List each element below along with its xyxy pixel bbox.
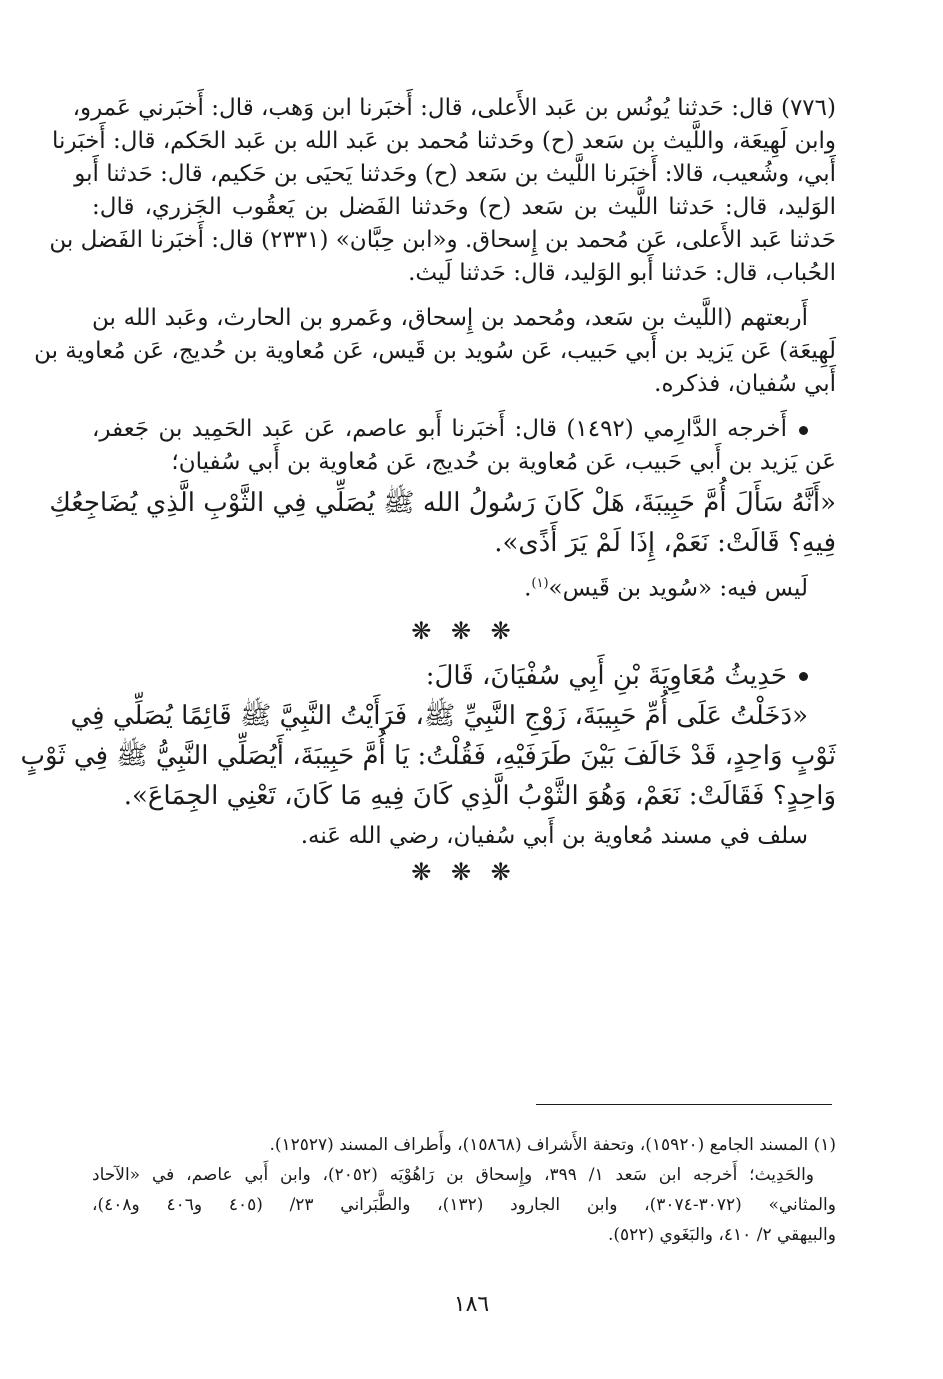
text-line: (٧٧٦) قال: حَدثنا يُونُس بن عَبد الأَعلى، قال: أَخبَرنا ابن وَهب، قال: أَخبَرني عَمرو، <box>72 95 836 121</box>
hadith-line: «دَخَلْتُ عَلَى أُمِّ حَبِيبَةَ، زَوْجِ النَّبِيِّ ﷺ، فَرَأَيْتُ النَّبِيَّ ﷺ قَائِمًا يُصَلِّي فِي <box>70 700 808 731</box>
text-line: الحُباب، قال: حَدثنا أَبو الوَليد، قال: حَدثنا لَيث. <box>408 260 836 286</box>
text-line: أَربعتهم (اللَّيث بن سَعد، ومُحمد بن إِسحاق، وعَمرو بن الحارث، وعَبد الله بن <box>92 305 808 331</box>
text-line: لَهِيعَة) عَن يَزيد بن أَبي حَبيب، عَن سُويد بن قَيس، عَن مُعاوية بن حُديج، عَن مُعاوية بن <box>34 338 836 364</box>
footnote-line: والمثاني» (٣٠٧٢-٣٠٧٤)، وابن الجارود (١٣٢)، والطَّبَراني ٢٣/ (٤٠٥ و٤٠٦ و٤٠٨)، <box>92 1195 836 1215</box>
isnad-paragraph-776 <box>49 92 836 290</box>
page-body <box>20 92 836 897</box>
hadith-line: ثَوْبٍ وَاحِدٍ، قَدْ خَالَفَ بَيْنَ طَرَفَيْهِ، فَقُلْتُ: يَا أُمَّ حَبِيبَةَ، أَيُصَلِّي النَّبِيُّ ﷺ فِي ثَوْبٍ <box>20 740 836 771</box>
chain-summary-paragraph <box>34 302 836 401</box>
footnote-marker: (١) <box>531 576 549 591</box>
footnote-line: والبيهقي ٢/ ٤١٠، والبَغَوي (٥٢٢). <box>608 1225 836 1245</box>
footnote-separator <box>536 1104 832 1105</box>
hadith-line: فِيهِ؟ قَالَتْ: نَعَمْ، إِذَا لَمْ يَرَ أَذًى». <box>494 528 836 558</box>
footnotes <box>92 1130 836 1250</box>
hadith-line: «أَنَّهُ سَأَلَ أُمَّ حَبِيبَةَ، هَلْ كَانَ رَسُولُ الله ﷺ يُصَلِّي فِي الثَّوْبِ الَّذِي يُضَاجِعُكِ <box>49 488 836 518</box>
hadith-line: وَاحِدٍ؟ فَقَالَتْ: نَعَمْ، وَهُوَ الثَّوْبُ الَّذِي كَانَ فِيهِ مَا كَانَ، تَعْنِي الجِمَاعَ». <box>123 780 836 811</box>
text-line: حَدثنا عَبد الأَعلى، عَن مُحمد بن إِسحاق. و«ابن حِبَّان» (٢٣٣١) قال: أَخبَرنا الفَضل بن <box>49 227 836 253</box>
text-line <box>92 413 836 446</box>
text-line: أَبي سُفيان، فذكره. <box>654 371 836 397</box>
text-line: أَبي، وشُعيب، قالا: أَخبَرنا اللَّيث بن سَعد (ح) وحَدثنا يَحيَى بن حَكيم، قال: حَدثنا أَبو <box>74 161 836 187</box>
bullet-icon <box>799 672 808 681</box>
hadith-text-1 <box>49 483 836 563</box>
section-separator-stars: ❋ ❋ ❋ <box>411 616 517 645</box>
note-line: لَيس فيه: «سُويد بن قَيس»$^{(١)}$. <box>524 575 808 602</box>
cross-reference-line: سلف في مسند مُعاوية بن أَبي سُفيان، رضي الله عَنه. <box>300 822 808 849</box>
text-line: الوَليد، قال: حَدثنا اللَّيث بن سَعد (ح) وحَدثنا الفَضل بن يَعقُوب الجَزري، قال: <box>92 194 836 220</box>
hadith-title: حَدِيثُ مُعَاوِيَةَ بْنِ أَبِي سُفْيَانَ، قَالَ: <box>425 660 787 691</box>
hadith-section-2 <box>20 656 836 816</box>
page-number: ١٨٦ <box>453 1292 490 1317</box>
text-line: وابن لَهِيعَة، واللَّيث بن سَعد (ح) وحَدثنا مُحمد بن عَبد الله بن عَبد الحَكم، قال: أَخبَرنا <box>52 128 836 154</box>
darimi-paragraph <box>92 413 836 479</box>
text-span: أَخرجه الدَّارِمي (١٤٩٢) قال: أَخبَرنا أَبو عاصم، عَن عَبد الحَمِيد بن جَعفر، <box>92 416 787 442</box>
section-separator-stars: ❋ ❋ ❋ <box>411 857 517 886</box>
footnote-line: والحَدِيث؛ أَخرجه ابن سَعد ١/ ٣٩٩، وإِسحاق بن رَاهُوْيَه (٢٠٥٢)، وابن أَبي عاصم، في «الآحاد <box>92 1165 814 1185</box>
text-line: عَن يَزيد بن أَبي حَبيب، عَن مُعاوية بن حُديج، عَن مُعاوية بن أَبي سُفيان؛ <box>171 449 836 475</box>
note-text: لَيس فيه: «سُويد بن قَيس» <box>548 575 808 602</box>
bullet-icon <box>799 426 808 435</box>
footnote-line: (١) المسند الجامع (١٥٩٢٠)، وتحفة الأَشراف (١٥٨٦٨)، وأَطراف المسند (١٢٥٢٧). <box>269 1135 836 1155</box>
hadith-title-line <box>92 656 836 696</box>
